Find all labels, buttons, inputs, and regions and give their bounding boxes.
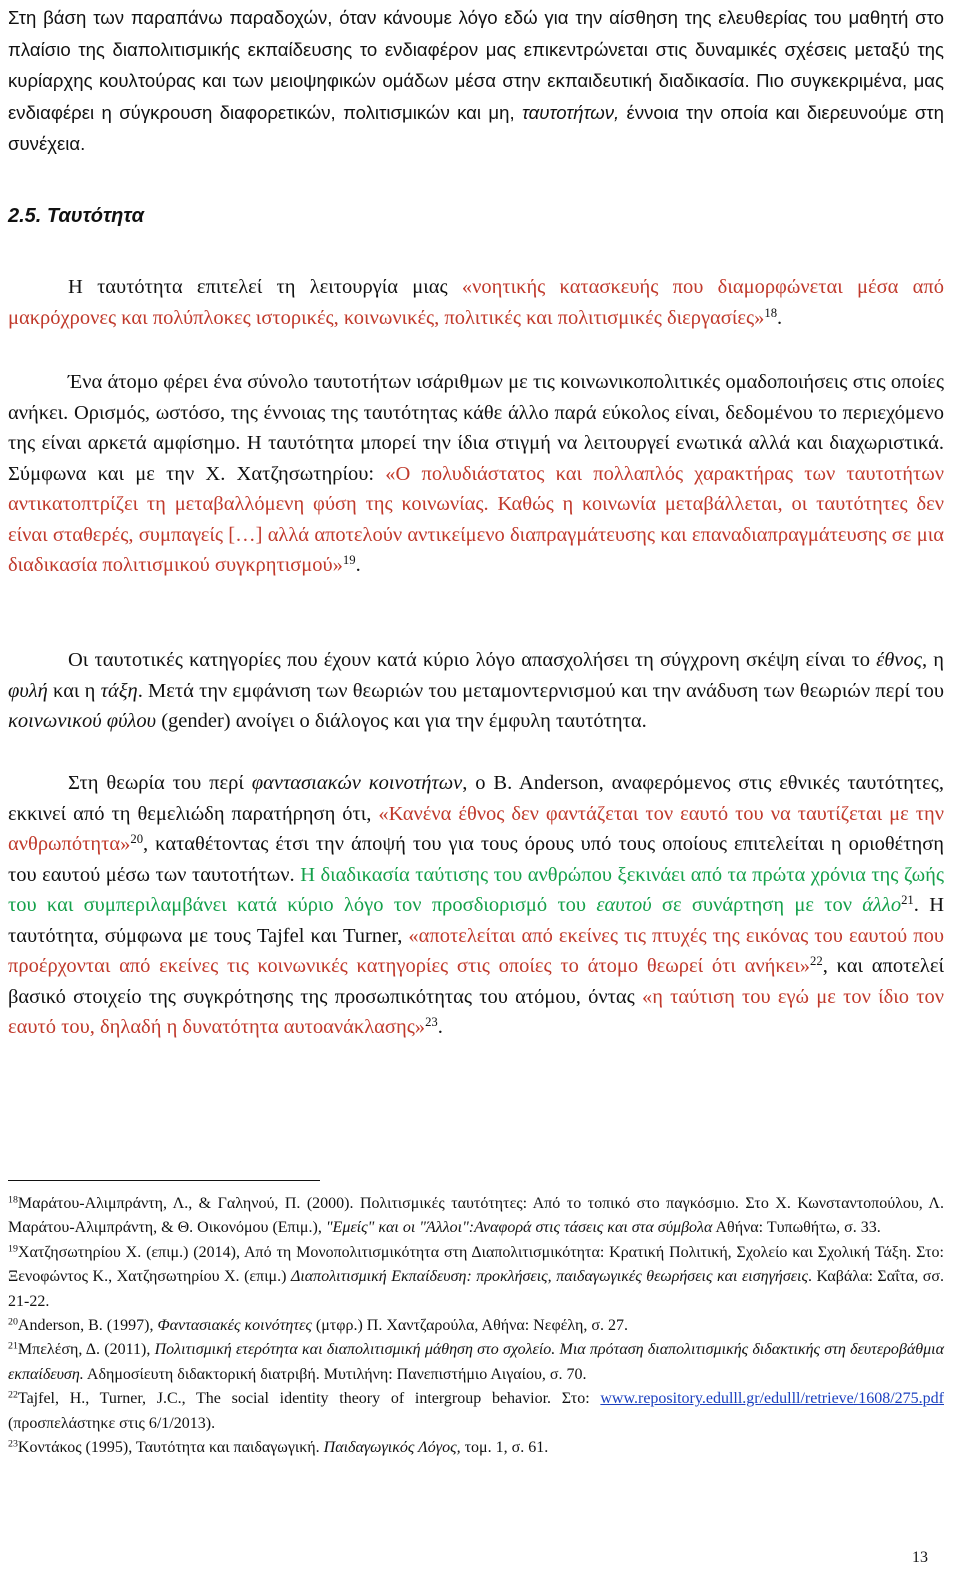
footnote-19 [8, 1241, 944, 1314]
intro-text-end: έννοια την οποία και διερευνούμε στη συνέχεια. [8, 101, 944, 154]
footnote-22 [8, 1387, 944, 1436]
quote-text: «η ταύτιση του εγώ με τον ίδιο τον εαυτό του, δηλαδή η δυνατότητα αυτοανάκλασης» [8, 985, 944, 1038]
identity-categories-paragraph [8, 645, 944, 737]
page-number: 13 [912, 1549, 928, 1566]
footnote-text: Χατζησωτηρίου Χ. (επιμ.) (2014), Από τη Μονοπολιτισμικότητα στη Διαπολιτισμικότητα: Κρατική Πολιτική, Σχολείο και Σχολική Τάξη. Στο: Ξενοφώντος Κ., Χατζησωτηρίου Χ. (επιμ.) [8, 1243, 944, 1286]
footnote-italic: "Εμείς" και οι "Άλλοι":Αναφορά στις τάσεις και στα σύμβολα [325, 1219, 713, 1237]
footnote-ref-19[interactable]: 19 [342, 553, 356, 568]
footnote-text: Μπελέση, Δ. (2011), [17, 1341, 155, 1359]
paragraph-text: και η [47, 679, 101, 702]
intro-emphasis: ταυτοτήτων, [521, 101, 620, 123]
highlighted-italic-term: εαυτού [596, 894, 652, 916]
paragraph-text: , και αποτελεί βασικό στοιχείο της συγκρότησης της προσωπικότητας του ατόμου, όντας [8, 955, 944, 1008]
imagined-communities-paragraph [8, 768, 944, 1043]
footnote-italic: Διαπολιτισμική Εκπαίδευση: προκλήσεις, παιδαγωγικές θεωρήσεις και εισηγήσεις [290, 1268, 808, 1286]
paragraph-text: . [437, 1016, 443, 1038]
highlighted-italic-term: άλλο [862, 894, 902, 916]
paragraph-text: . [355, 554, 361, 576]
footnote-number: 22 [8, 1389, 18, 1401]
footnote-ref-20[interactable]: 20 [130, 832, 144, 847]
italic-term: έθνος [876, 649, 922, 671]
paragraph-text: , η [921, 649, 944, 671]
quote-text: «Ο πολυδιάστατος και πολλαπλός χαρακτήρας των ταυτοτήτων αντικατοπτρίζει τη μεταβαλλόμενη φύση της κοινωνίας. Καθώς η κοινωνία μεταβάλλεται, οι ταυτότητες δεν είναι σταθερές, συμπαγείς […] αλλά αποτελούν αντικείμενο διαπραγμάτευσης και επαναδιαπραγμάτευσης σε μια διαδικασία πολιτισμικού συγκρητισμού» [8, 462, 944, 576]
footnote-21 [8, 1338, 944, 1387]
italic-term: φυλή [8, 679, 48, 702]
paragraph-text: , καταθέτοντας έτσι την άποψή του για τους όρους υπό τους οποίους επιτελείται η οριοθέτηση του εαυτού μέσω των ταυτοτήτων. [8, 833, 944, 886]
footnote-ref-18[interactable]: 18 [764, 305, 778, 320]
quote-text: «αποτελείται από εκείνες τις πτυχές της εικόνας του εαυτού που προέρχονται από εκείνες τις κοινωνικές κατηγορίες στις οποίες το άτομο θεωρεί ότι ανήκει» [8, 924, 944, 977]
footnote-text: Μαράτου-Αλιμπράντη, Λ., & Γαληνού, Π. (2000). Πολιτισμικές ταυτότητες: Από το τοπικό στο παγκόσμιο. Στο Χ. Κωνσταντοπούλου, Λ. Μαράτου-Αλιμπράντη, & Θ. Οικονόμου (Επιμ.), [8, 1195, 944, 1237]
paragraph-text: (gender) ανοίγει ο διάλογος και για την έμφυλη ταυτότητα. [156, 710, 647, 732]
paragraph-text: Οι ταυτοτικές κατηγορίες που έχουν κατά κύριο λόγο απασχολήσει τη σύγχρονη σκέψη είναι το [68, 649, 877, 671]
footnote-number: 20 [8, 1316, 18, 1328]
highlighted-text: σε συνάρτηση με τον [651, 894, 863, 916]
footnote-italic: Πολιτισμική ετερότητα και διαπολιτισμική μάθηση στο σχολείο. Μια πρόταση διαπολιτισμικής διδακτικής στη δευτεροβάθμια εκπαίδευση. [8, 1341, 944, 1383]
footnote-number: 21 [8, 1340, 18, 1352]
paragraph-text: Στη θεωρία του περί [68, 772, 252, 794]
footnote-text: . Καβάλα: Σαΐτα, σσ. 21-22. [8, 1268, 945, 1310]
italic-term: φαντασιακών κοινοτήτων [251, 772, 463, 794]
footnote-italic: Φαντασιακές κοινότητες [157, 1317, 312, 1335]
footnote-number: 19 [8, 1243, 18, 1255]
footnote-text: Tajfel, H., Turner, J.C., The social identity theory of intergroup behavior. Στο: [17, 1390, 601, 1408]
intro-text: Στη βάση των παραπάνω παραδοχών, όταν κάνουμε λόγο εδώ για την αίσθηση της ελευθερίας του μαθητή στο πλαίσιο της διαπολιτισμικής εκπαίδευσης το ενδιαφέρον μας επικεντρώνεται στις δυναμικές σχέσεις μεταξύ της κυρίαρχης κουλτούρας και των μειοψηφικών ομάδων μέσα στην εκπαιδευτική διαδικασία. Πιο συγκεκριμένα, μας ενδιαφέρει η σύγκρουση διαφορετικών, πολιτισμικών και μη, [8, 7, 944, 123]
footnote-number: 18 [8, 1194, 18, 1206]
footnote-ref-21[interactable]: 21 [901, 893, 914, 908]
footnote-ref-22[interactable]: 22 [810, 954, 823, 969]
footnote-ref-23[interactable]: 23 [425, 1015, 438, 1030]
intro-paragraph [8, 2, 944, 160]
highlighted-text: Η διαδικασία ταύτισης του ανθρώπου ξεκινάει από τα πρώτα χρόνια της ζωής του και συμπεριλαμβάνει κατά κύριο λόγο τον προσδιορισμό του [8, 863, 944, 916]
italic-term: κοινωνικού φύλου [8, 710, 157, 732]
identity-definition-paragraph [8, 272, 944, 333]
footnote-text: (μτφρ.) Π. Χαντζαρούλα, Αθήνα: Νεφέλη, σ. 27. [311, 1317, 629, 1335]
quote-text: «Κανένα έθνος δεν φαντάζεται τον εαυτό του να ταυτίζεται με την ανθρωπότητα» [8, 802, 944, 855]
footnote-18 [8, 1192, 944, 1241]
footnote-text: Αθήνα: Τυπωθήτω, σ. 33. [712, 1219, 881, 1237]
footnote-text: (προσπελάστηκε στις 6/1/2013). [8, 1414, 216, 1432]
repository-link[interactable]: www.repository.edulll.gr/edulll/retrieve/1608/275.pdf [600, 1390, 944, 1408]
identity-plurality-paragraph [8, 367, 944, 581]
footnotes [8, 1192, 944, 1460]
paragraph-text: . [777, 306, 783, 329]
paragraph-text: Η ταυτότητα επιτελεί τη λειτουργία μιας [68, 276, 462, 298]
footnote-20 [8, 1314, 944, 1338]
paragraph-text: Ένα άτομο φέρει ένα σύνολο ταυτοτήτων ισάριθμων με τις κοινωνικοπολιτικές ομαδοποιήσεις στις οποίες ανήκει. Ορισμός, ωστόσο, της έννοιας της ταυτότητας κάθε άλλο παρά εύκολος είναι, δεδομένου το περιεχόμενο της είναι αρκετά αμφίσημο. Η ταυτότητα μπορεί την ίδια στιγμή να λειτουργεί ενωτικά αλλά και διαχωριστικά. Σύμφωνα και με την Χ. Χατζησωτηρίου: [8, 371, 944, 485]
section-heading: 2.5. Ταυτότητα [8, 205, 144, 227]
footnote-text: Αδημοσίευτη διδακτορική διατριβή. Μυτιλήνη: Πανεπιστήμιο Αιγαίου, σ. 70. [83, 1365, 587, 1383]
paragraph-text: . Μετά την εμφάνιση των θεωριών του μεταμοντερνισμού και την ανάδυση των θεωριών περί του [137, 679, 944, 702]
paragraph-text: , ο B. Anderson, αναφερόμενος στις εθνικές ταυτότητες, εκκινεί από τη θεμελιώδη παρατήρηση ότι, [8, 772, 944, 825]
paragraph-text: . Η ταυτότητα, σύμφωνα με τους Tajfel και Turner, [8, 894, 945, 947]
footnote-separator [8, 1180, 320, 1181]
footnote-text: Anderson, B. (1997), [17, 1317, 158, 1335]
footnote-23 [8, 1436, 944, 1460]
quote-text: «νοητικής κατασκευής που διαμορφώνεται μέσα από μακρόχρονες και πολύπλοκες ιστορικές, κοινωνικές, πολιτικές και πολιτισμικές διεργασίες» [8, 276, 944, 329]
footnote-italic: Παιδαγωγικός Λόγος, [323, 1439, 461, 1457]
footnote-text: τομ. 1, σ. 61. [460, 1439, 549, 1457]
footnote-number: 23 [8, 1438, 18, 1450]
footnote-text: Κοντάκος (1995), Ταυτότητα και παιδαγωγική. [17, 1439, 324, 1457]
italic-term: τάξη [100, 679, 138, 702]
